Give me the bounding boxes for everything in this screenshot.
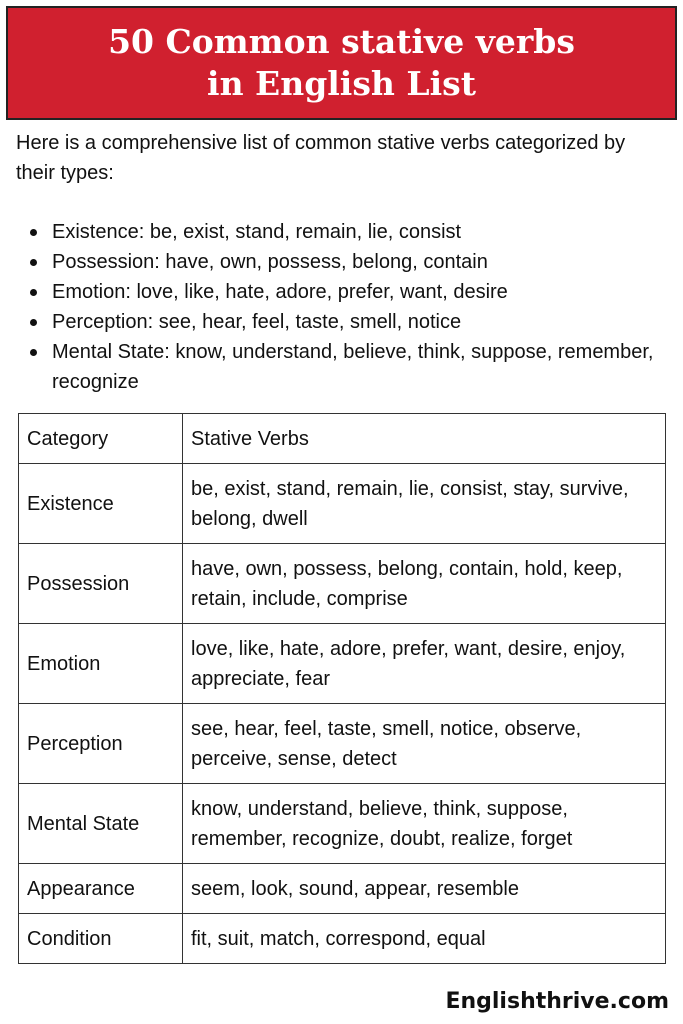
bullet-text: Perception: see, hear, feel, taste, smell, notice [52,311,462,333]
bullet-dot-icon [30,349,37,356]
verbs-cell: love, like, hate, adore, prefer, want, desire, enjoy, appreciate, fear [183,624,666,704]
bullet-text: Possession: have, own, possess, belong, contain [52,251,488,273]
bullet-dot-icon [30,229,37,236]
bullet-item [30,217,670,247]
header-stative-verbs: Stative Verbs [183,414,666,464]
table-row [19,624,666,704]
category-cell: Appearance [19,864,183,914]
title-banner [6,6,677,120]
verbs-cell: fit, suit, match, correspond, equal [183,914,666,964]
category-cell: Perception [19,704,183,784]
table-row [19,784,666,864]
table-row [19,464,666,544]
verbs-cell: seem, look, sound, appear, resemble [183,864,666,914]
verbs-cell: see, hear, feel, taste, smell, notice, observe, perceive, sense, detect [183,704,666,784]
bullet-text: Mental State: know, understand, believe, think, suppose, remember, recognize [52,341,654,393]
category-cell: Mental State [19,784,183,864]
verbs-cell: be, exist, stand, remain, lie, consist, stay, survive, belong, dwell [183,464,666,544]
header-category: Category [19,414,183,464]
bullet-item [30,307,670,337]
category-bullet-list [30,217,670,397]
title-line-2: in English List [207,64,476,103]
bullet-item [30,247,670,277]
verbs-cell: know, understand, believe, think, suppose, remember, recognize, doubt, realize, forget [183,784,666,864]
category-cell: Existence [19,464,183,544]
verbs-cell: have, own, possess, belong, contain, hold, keep, retain, include, comprise [183,544,666,624]
intro-paragraph: Here is a comprehensive list of common stative verbs categorized by their types: [16,132,626,184]
bullet-dot-icon [30,319,37,326]
table-header-row [19,414,666,464]
bullet-item [30,277,670,307]
table-row [19,704,666,784]
title-line-1: 50 Common stative verbs [108,22,575,61]
category-cell: Condition [19,914,183,964]
stative-verbs-table [18,413,666,964]
bullet-text: Emotion: love, like, hate, adore, prefer, want, desire [52,281,508,303]
bullet-item [30,337,670,397]
bullet-dot-icon [30,289,37,296]
table-row [19,544,666,624]
site-watermark: Englishthrive.com [445,989,669,1014]
bullet-dot-icon [30,259,37,266]
table-row [19,914,666,964]
category-cell: Possession [19,544,183,624]
table-row [19,864,666,914]
bullet-text: Existence: be, exist, stand, remain, lie, consist [52,221,462,243]
category-cell: Emotion [19,624,183,704]
